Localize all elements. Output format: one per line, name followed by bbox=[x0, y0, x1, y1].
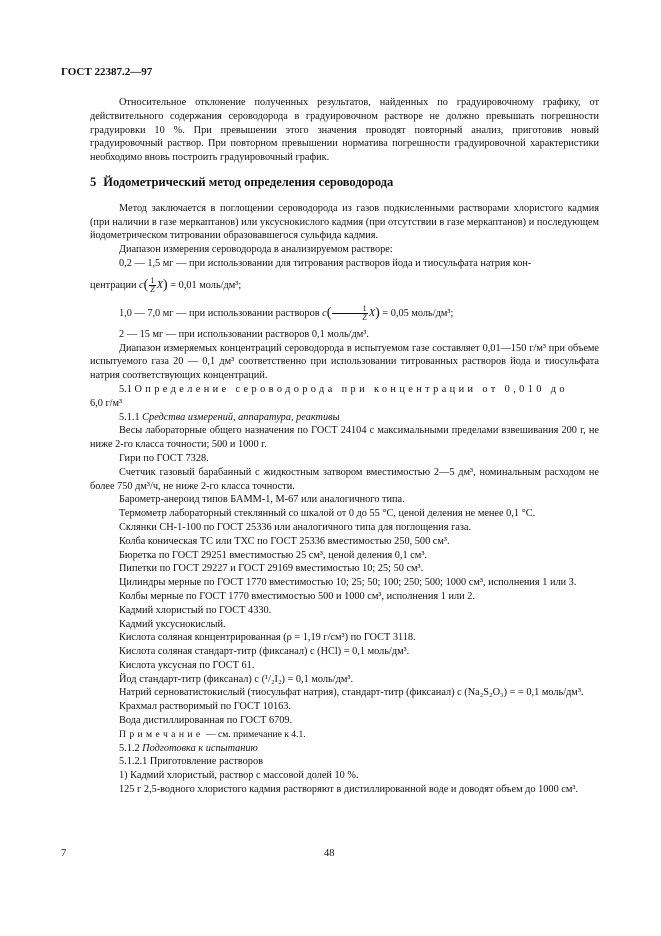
document-header: ГОСТ 22387.2—97 bbox=[61, 66, 153, 78]
range-2-value: = 0,05 моль/дм³; bbox=[382, 307, 454, 319]
list-item: Гири по ГОСТ 7328. bbox=[119, 452, 209, 464]
subsection-5-1-title-cont: 6,0 г/м³ bbox=[90, 397, 123, 409]
subsection-5-1-title: Определение сероводорода при концентрации от 0,010 до bbox=[134, 383, 568, 395]
list-item: Весы лабораторные общего назначения по ГОСТ 24104 с максимальными пределами взвешивания 200 г, не ниже 2-го класса точности; 500 и 1000 г. bbox=[90, 425, 599, 451]
range-2-fraction: $\frac{1}{Z}$ bbox=[332, 305, 367, 322]
section-heading bbox=[90, 176, 599, 190]
list-item: Счетчик газовый барабанный с жидкостным затвором вместимостью 2—5 дм³, номинальным расходом не более 750 дм³/ч, не ниже 2-го класса точности. bbox=[90, 466, 599, 492]
list-item: Йод стандарт-титр (фиксанал) с (¹/₂I₂) = 0,1 моль/дм³. bbox=[119, 673, 354, 685]
concentration-paragraph: Диапазон измеряемых концентраций сероводорода в испытуемом газе составляет 0,01—150 г/м³ при объеме испытуемого газа 20 — 0,1 дм³ соответственно при использовании титрованных растворов йода и тиосульфата натрия соответствующих концентраций. bbox=[90, 342, 599, 382]
range-1-c: c bbox=[139, 279, 144, 291]
note-label: Примечание bbox=[119, 728, 204, 740]
prep-item-1-text: 125 г 2,5-водного хлористого кадмия растворяют в дистиллированной воде и доводят объем до 1000 см³. bbox=[119, 784, 579, 796]
note-text: — см. примечание к 4.1. bbox=[205, 728, 306, 740]
list-item: Колбы мерные по ГОСТ 1770 вместимостью 500 и 1000 см³, исполнения 1 или 2. bbox=[119, 590, 475, 602]
list-item: Кислота уксусная по ГОСТ 61. bbox=[119, 659, 255, 671]
list-item: Пипетки по ГОСТ 29227 и ГОСТ 29169 вместимостью 10; 25; 50 см³. bbox=[119, 563, 424, 575]
footer-page-left: 7 bbox=[61, 848, 67, 859]
list-item: Кадмий хлористый по ГОСТ 4330. bbox=[119, 604, 272, 616]
list-item: Вода дистиллированная по ГОСТ 6709. bbox=[119, 715, 293, 727]
note bbox=[90, 728, 599, 742]
list-item: Бюретка по ГОСТ 29251 вместимостью 25 см³, ценой деления 0,1 см³. bbox=[119, 549, 427, 561]
equipment-list bbox=[90, 424, 599, 728]
list-item: Колба коническая ТС или ТХС по ГОСТ 25336 вместимостью 250, 500 см³. bbox=[119, 535, 450, 547]
prep-item-1: 1) Кадмий хлористый, раствор с массовой долей 10 %. bbox=[119, 770, 359, 782]
range-3-text: 2 — 15 мг — при использовании растворов 0,1 моль/дм³. bbox=[119, 328, 369, 340]
subsection-5-1-2-1: 5.1.2.1 Приготовление растворов bbox=[119, 756, 263, 768]
range-2-formula: 1,0 — 7,0 мг — при использовании растворов c( $\frac{1}{Z}$ X) = 0,05 моль/дм³; bbox=[119, 303, 454, 322]
section-number: 5 bbox=[90, 174, 97, 189]
range-1-cont: центрации bbox=[90, 279, 137, 291]
list-item: Склянки СН-1-100 по ГОСТ 25336 или аналогичного типа для поглощения газа. bbox=[119, 521, 472, 533]
range-1-fraction: $\frac{1}{Z}$ bbox=[150, 275, 155, 294]
footer-page-number: 48 bbox=[324, 848, 335, 859]
list-item: Кадмий уксуснокислый. bbox=[119, 618, 226, 630]
subsection-5-1-1: 5.1.1 Средства измерений, аппаратура, реактивы bbox=[119, 411, 340, 423]
page-content bbox=[90, 96, 599, 797]
range-1-text: 0,2 — 1,5 мг — при использовании для титрования растворов йода и тиосульфата натрия кон- bbox=[119, 257, 532, 269]
list-item: Кислота соляная стандарт-титр (фиксанал) с (HCl) = 0,1 моль/дм³. bbox=[119, 646, 410, 658]
list-item: Барометр-анероид типов БАММ-1, М-67 или аналогичного типа. bbox=[119, 494, 405, 506]
list-item: Цилиндры мерные по ГОСТ 1770 вместимостью 10; 25; 50; 100; 250; 500; 1000 см³, исполнения 1 или 3. bbox=[119, 577, 577, 589]
list-item: Натрий серноватистокислый (тиосульфат натрия), стандарт-титр (фиксанал) с (Na₂S₂O₃) = = 0,1 моль/дм³. bbox=[119, 687, 584, 699]
range-2-text: 1,0 — 7,0 мг — при использовании растворов bbox=[119, 307, 320, 319]
range-1-value: = 0,01 моль/дм³; bbox=[170, 279, 242, 291]
subsection-5-1-2: 5.1.2 Подготовка к испытанию bbox=[119, 742, 258, 754]
method-paragraph: Метод заключается в поглощении сероводорода из газов подкисленными растворами хлористого кадмия (при наличии в газе меркаптанов) или уксуснокислого кадмия (при отсутствии в газе меркаптанов) и последующем йодометрическом титровании образовавшегося сульфида кадмия. bbox=[90, 202, 599, 242]
list-item: Кислота соляная концентрированная (ρ = 1,19 г/см³) по ГОСТ 3118. bbox=[119, 632, 416, 644]
range-intro: Диапазон измерения сероводорода в анализируемом растворе: bbox=[119, 244, 393, 256]
section-title: Йодометрический метод определения сероводорода bbox=[103, 174, 394, 189]
intro-paragraph: Относительное отклонение полученных результатов, найденных по градуировочному графику, от действительного содержания сероводорода в градуировочном растворе не должно превышать погрешности градуировки 10 %. При превышении этого значения проводят повторный анализ, приготовив новый градуировочный раствор. При повторном превышении норматива погрешности градуировочной характеристики необходимо вновь построить градуировочный график. bbox=[90, 97, 599, 164]
list-item: Термометр лабораторный стеклянный со шкалой от 0 до 55 °С, ценой деления не менее 0,1 °С. bbox=[119, 508, 536, 520]
range-1-formula: центрации c( $\frac{1}{Z}$ X) = 0,01 моль/дм³; bbox=[90, 275, 242, 294]
list-item: Крахмал растворимый по ГОСТ 10163. bbox=[119, 701, 292, 713]
subsection-5-1: 5.1 Определение сероводорода при концентрации от 0,010 до bbox=[119, 383, 568, 395]
